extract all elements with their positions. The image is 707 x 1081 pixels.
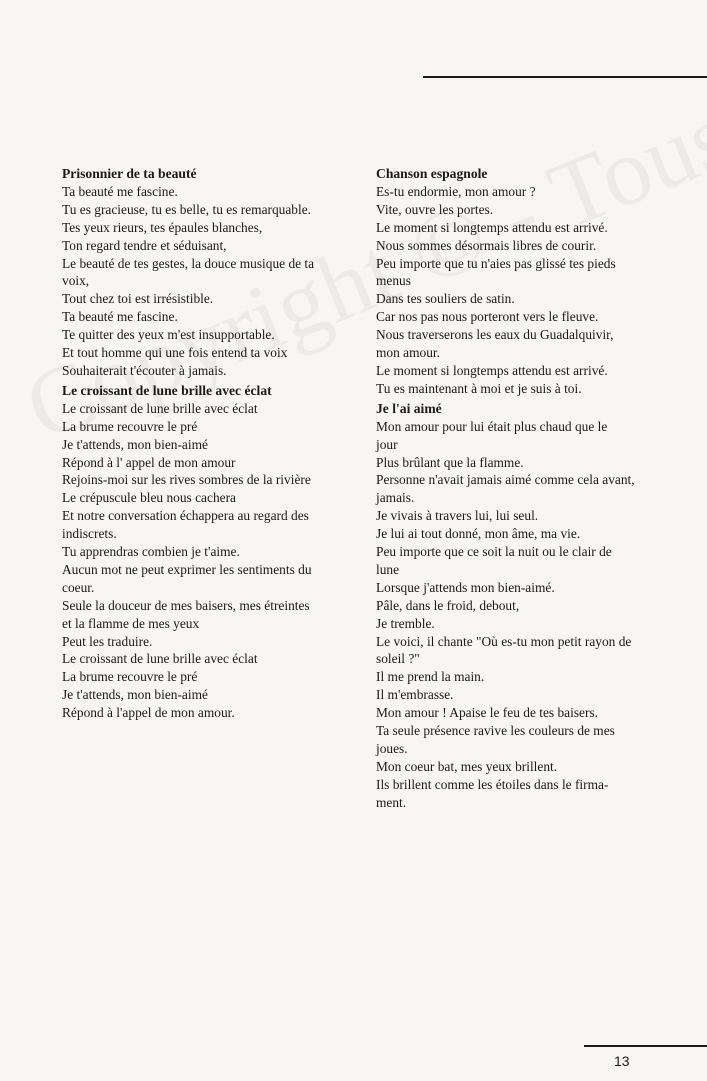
poem-line: Je tremble. [376, 615, 435, 631]
poem-line: La brume recouvre le pré [62, 669, 198, 685]
poem-line: Dans tes souliers de satin. [376, 291, 515, 307]
poem-line: Nous traverserons les eaux du Guadalquivir, [376, 327, 614, 343]
poem-title: Je l'ai aimé [376, 400, 442, 416]
poem-line: Lorsque j'attends mon bien-aimé. [376, 579, 555, 595]
right-column [376, 165, 646, 812]
poem-line: soleil ?" [376, 651, 420, 667]
poem [376, 400, 646, 812]
poem-line: Vite, ouvre les portes. [376, 201, 494, 217]
poem-title: Prisonnier de ta beauté [62, 166, 197, 181]
poem-line: Je vivais à travers lui, lui seul. [376, 508, 539, 524]
poem-line: Tu es maintenant à moi et je suis à toi. [376, 380, 582, 396]
poem-line: Je lui ai tout donné, mon âme, ma vie. [376, 526, 581, 542]
poem-line: Le croissant de lune brille avec éclat [62, 651, 258, 667]
poem-line: lune [376, 561, 400, 577]
poem [62, 382, 358, 722]
poem-line: Peut les traduire. [62, 633, 153, 649]
poem-line: jour [376, 436, 398, 452]
poem-line: Le beauté de tes gestes, la douce musique de ta [62, 255, 315, 271]
poem-line: Es-tu endormie, mon amour ? [376, 183, 536, 199]
poem-line: joues. [376, 741, 408, 756]
poem-line: Peu importe que ce soit la nuit ou le clair de [376, 544, 612, 560]
poem-line: Ton regard tendre et séduisant, [62, 237, 227, 253]
poem-line: Ta seule présence ravive les couleurs de mes [376, 723, 615, 739]
poem-line: La brume recouvre le pré [62, 418, 198, 434]
poem-line: Il m'embrasse. [376, 687, 454, 703]
poem-line: Peu importe que tu n'aies pas glissé tes pieds [376, 255, 616, 271]
poem-title: Chanson espagnole [376, 166, 488, 181]
poem-line: coeur. [62, 579, 95, 595]
poem-line: voix, [62, 273, 90, 289]
poem-line: Personne n'avait jamais aimé comme cela avant, [376, 472, 635, 488]
poem-line: Ta beauté me fascine. [62, 183, 178, 199]
poem-line: Mon amour pour lui était plus chaud que le [376, 418, 608, 434]
poem-line: Souhaiterait t'écouter à jamais. [62, 362, 227, 378]
poem-line: Te quitter des yeux m'est insupportable. [62, 327, 275, 343]
poem-line: Tu apprendras combien je t'aime. [62, 544, 240, 560]
poem-line: Seule la douceur de mes baisers, mes étreintes [62, 597, 310, 613]
poem-line: Le moment si longtemps attendu est arrivé. [376, 362, 608, 378]
poem-line: Répond à l'appel de mon amour. [62, 705, 235, 721]
poem-line: indiscrets. [62, 526, 117, 542]
poem [376, 165, 646, 398]
poem-title: Le croissant de lune brille avec éclat [62, 382, 272, 398]
poem-line: Il me prend la main. [376, 669, 485, 685]
poem-line: Nous sommes désormais libres de courir. [376, 237, 597, 253]
poem-line: Répond à l' appel de mon amour [62, 454, 236, 470]
poem-line: Le moment si longtemps attendu est arrivé. [376, 219, 608, 235]
poem-line: Le crépuscule bleu nous cachera [62, 490, 236, 506]
poem [62, 165, 358, 380]
poem-line: Aucun mot ne peut exprimer les sentiments du [62, 561, 312, 577]
poem-line: Car nos pas nous porteront vers le fleuve. [376, 309, 599, 325]
poem-line: Je t'attends, mon bien-aimé [62, 687, 208, 703]
poem-line: Mon amour ! Apaise le feu de tes baisers. [376, 705, 598, 721]
poem-line: Le voici, il chante "Où es-tu mon petit rayon de [376, 633, 632, 649]
bottom-rule [584, 1045, 707, 1047]
top-rule [423, 76, 707, 78]
poem-line: mon amour. [376, 345, 440, 361]
poem-line: Plus brûlant que la flamme. [376, 454, 524, 470]
poem-line: Et tout homme qui une fois entend ta voix [62, 345, 288, 361]
poem-line: Et notre conversation échappera au regard des [62, 508, 309, 524]
poem-line: Rejoins-moi sur les rives sombres de la rivière [62, 472, 311, 488]
poem-line: Ils brillent comme les étoiles dans le firma- [376, 776, 609, 792]
poem-line: ment. [376, 794, 407, 810]
poem-line: Pâle, dans le froid, debout, [376, 597, 520, 613]
poem-line: Tout chez toi est irrésistible. [62, 291, 214, 307]
poem-line: Tu es gracieuse, tu es belle, tu es remarquable. [62, 201, 312, 217]
poem-line: Tes yeux rieurs, tes épaules blanches, [62, 219, 263, 235]
poem-line: jamais. [376, 490, 415, 506]
left-column [62, 165, 358, 722]
poem-line: Le croissant de lune brille avec éclat [62, 400, 258, 416]
poem-line: Mon coeur bat, mes yeux brillent. [376, 758, 558, 774]
poem-line: menus [376, 273, 411, 289]
poem-line: Je t'attends, mon bien-aimé [62, 436, 208, 452]
poem-line: et la flamme de mes yeux [62, 615, 200, 631]
page-number: 13 [614, 1053, 630, 1069]
poem-line: Ta beauté me fascine. [62, 309, 178, 325]
